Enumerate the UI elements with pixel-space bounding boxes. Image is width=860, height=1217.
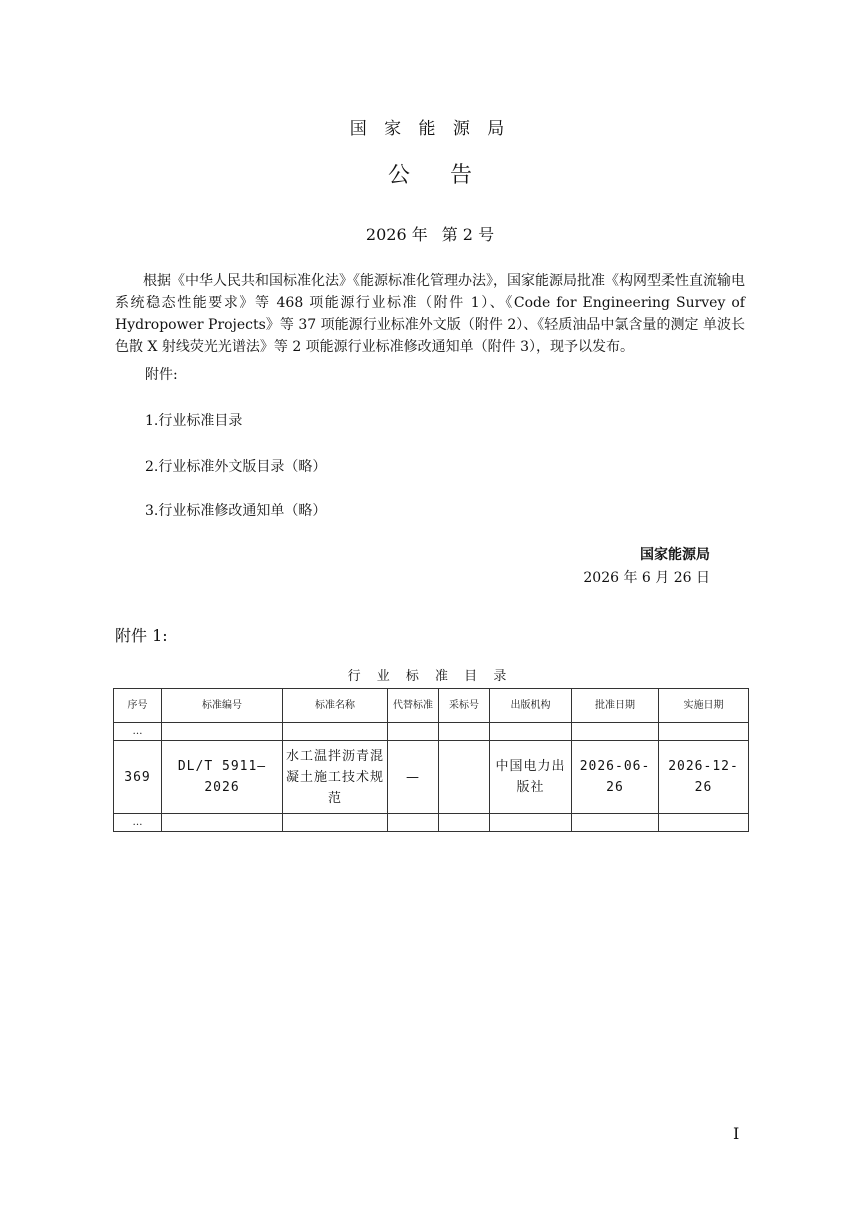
document-number [0,222,860,245]
column-header: 实施日期 [659,689,749,723]
column-header: 采标号 [439,689,490,723]
announcement-paragraph: 根据《中华人民共和国标准化法》《能源标准化管理办法》，国家能源局批准《构网型柔性直流输电系统稳态性能要求》等 468 项能源行业标准（附件 1）、《Code for Engineering Survey of Hydropower Projects》等 37 项能源行业标准外文版（附件 2）、《轻质油品中氯含量的测定 单波长色散 X 射线荧光光谱法》等 2 项能源行业标准修改通知单（附件 3），现予以发布。 [115,273,745,355]
column-header: 代替标准 [388,689,439,723]
attachment-item: 1.行业标准目录 [145,413,243,429]
standards-table [113,688,749,832]
standard-name-cell: 水工温拌沥青混凝土施工技术规范 [283,741,388,814]
ellipsis-cell: … [114,814,162,832]
adopted-cell [439,741,490,814]
document-serial: 第 2 号 [441,225,495,244]
column-header: 标准编号 [162,689,283,723]
page-number: I [733,1124,740,1143]
table-row [114,723,749,741]
table-title: 行 业 标 准 目 录 [347,669,513,684]
effective-date-cell: 2026-12-26 [659,741,749,814]
table-header-row [114,689,749,723]
attachment-item: 3.行业标准修改通知单（略） [145,503,327,519]
replaces-cell: — [388,741,439,814]
document-year: 2026 年 [365,225,428,244]
seq-cell: 369 [114,741,162,814]
signature-date: 2026 年 6 月 26 日 [583,570,710,586]
table-row [114,741,749,814]
signature-org: 国家能源局 [640,547,710,563]
column-header: 标准名称 [283,689,388,723]
attachments-label: 附件: [145,367,178,383]
publisher-cell: 中国电力出版社 [490,741,572,814]
column-header: 序号 [114,689,162,723]
attachment-item: 2.行业标准外文版目录（略） [145,459,327,475]
ellipsis-cell: … [114,723,162,741]
column-header: 批准日期 [572,689,659,723]
issuing-org: 国 家 能 源 局 [349,119,511,139]
column-header: 出版机构 [490,689,572,723]
annex-heading: 附件 1: [115,626,168,645]
approved-date-cell: 2026-06-26 [572,741,659,814]
standard-code-cell: DL/T 5911—2026 [162,741,283,814]
table-row [114,814,749,832]
document-type: 公告 [387,163,512,188]
